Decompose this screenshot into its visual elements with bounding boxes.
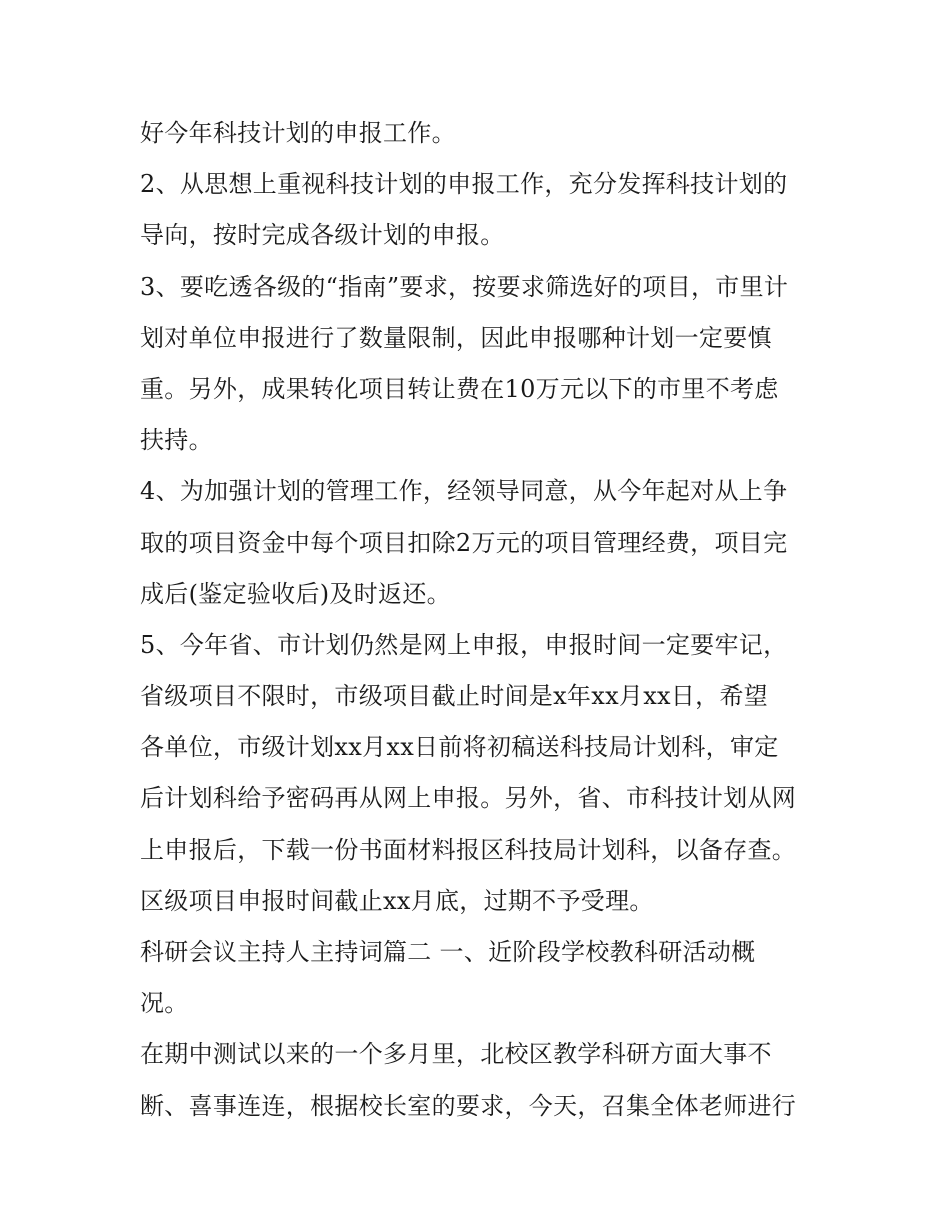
text-line: 3、要吃透各级的“指南”要求，按要求筛选好的项目，市里计 bbox=[140, 272, 789, 301]
section-heading-line: 科研会议主持人主持词篇二 一、近阶段学校教科研活动概 bbox=[140, 938, 756, 966]
text-line: 取的项目资金中每个项目扣除2万元的项目管理经费，项目完 bbox=[140, 528, 788, 557]
text-line: 在期中测试以来的一个多月里，北校区教学科研方面大事不 bbox=[140, 1040, 772, 1069]
text-line: 成后(鉴定验收后)及时返还。 bbox=[140, 579, 451, 608]
text-line: 4、为加强计划的管理工作，经领导同意，从今年起对从上争 bbox=[140, 477, 788, 506]
text-line: 上申报后，下载一份书面材料报区科技局计划科，以备存查。 bbox=[140, 835, 797, 864]
text-line: 重。另外，成果转化项目转让费在10万元以下的市里不考虑 bbox=[140, 374, 779, 403]
text-line: 扶持。 bbox=[140, 426, 213, 455]
text-line: 区级项目申报时间截止xx月底，过期不予受理。 bbox=[140, 886, 654, 915]
text-line: 好今年科技计划的申报工作。 bbox=[140, 119, 456, 147]
text-line: 划对单位申报进行了数量限制，因此申报哪种计划一定要慎 bbox=[140, 323, 772, 352]
text-line: 导向，按时完成各级计划的申报。 bbox=[140, 221, 505, 250]
text-line: 后计划科给予密码再从网上申报。另外，省、市科技计划从网 bbox=[140, 784, 797, 813]
text-line: 省级项目不限时，市级项目截止时间是x年xx月xx日，希望 bbox=[140, 682, 769, 711]
text-line: 各单位，市级计划xx月xx日前将初稿送科技局计划科，审定 bbox=[140, 733, 779, 762]
document-body bbox=[140, 108, 820, 1132]
text-line: 况。 bbox=[140, 989, 189, 1018]
text-line: 断、喜事连连，根据校长室的要求，今天，召集全体老师进行 bbox=[140, 1091, 797, 1120]
text-line: 2、从思想上重视科技计划的申报工作，充分发挥科技计划的 bbox=[140, 170, 788, 199]
text-line: 5、今年省、市计划仍然是网上申报，申报时间一定要牢记， bbox=[140, 630, 788, 659]
